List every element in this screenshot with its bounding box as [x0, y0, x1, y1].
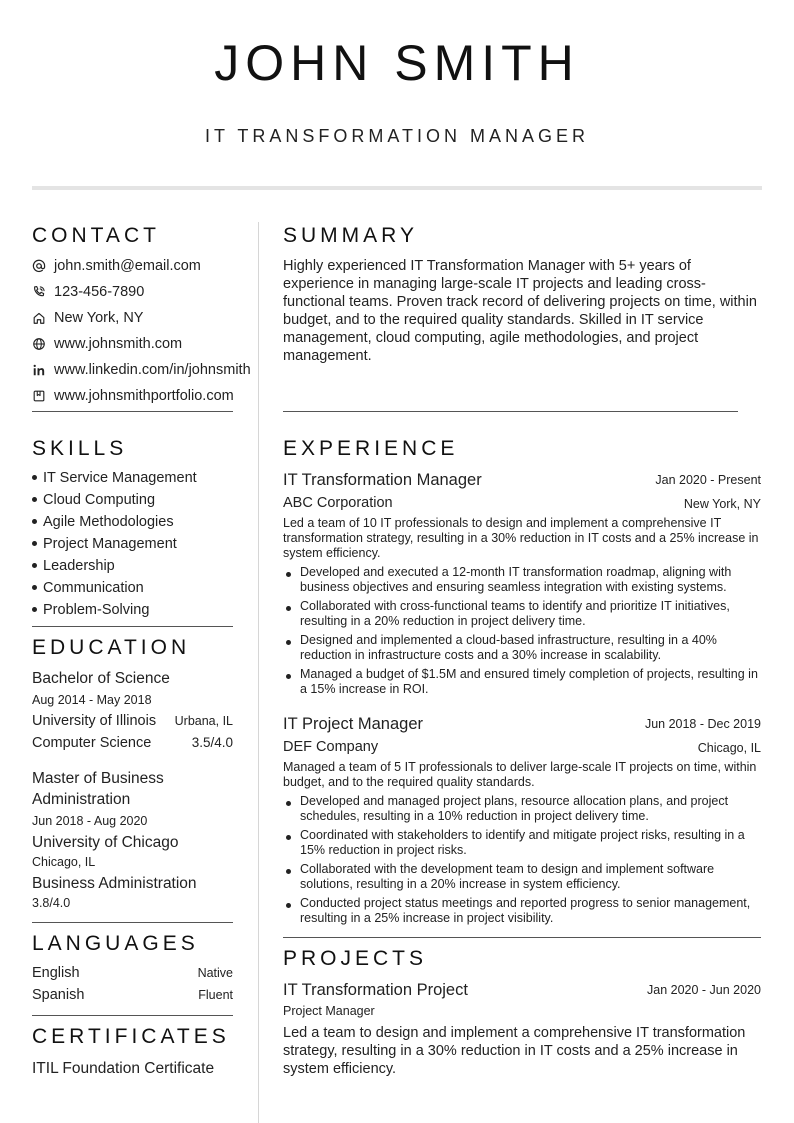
bullet-icon — [32, 475, 37, 480]
languages-divider — [32, 1015, 233, 1016]
phone-icon — [32, 285, 46, 299]
contact-website-text: www.johnsmith.com — [54, 336, 183, 352]
summary-heading: SUMMARY — [283, 224, 418, 247]
skill-text: Communication — [43, 580, 144, 596]
contact-phone[interactable] — [32, 283, 144, 301]
skill-item — [32, 536, 177, 552]
project-role: Project Manager — [283, 1004, 375, 1018]
job-title: IT Transformation Manager — [283, 471, 482, 489]
education-location: Chicago, IL — [32, 855, 96, 869]
job-dates: Jun 2018 - Dec 2019 — [644, 717, 761, 731]
skill-text: IT Service Management — [43, 470, 197, 486]
contact-location-text: New York, NY — [54, 310, 144, 326]
language-row — [32, 965, 233, 981]
job-description: Led a team of 10 IT professionals to design and implement a comprehensive IT transformation strategy, resulting in a 30% reduction in IT costs and a 25% increase in system efficiency. — [283, 516, 759, 560]
bullet-icon — [32, 541, 37, 546]
skill-text: Project Management — [43, 536, 177, 552]
at-icon — [32, 259, 46, 273]
contact-linkedin-text: www.linkedin.com/in/johnsmith — [54, 362, 251, 378]
bullet-icon — [32, 519, 37, 524]
job-bullet: Developed and executed a 12-month IT transformation roadmap, aligning with business objectives and ensuring seamless integration with existing systems. — [283, 565, 761, 595]
skill-item — [32, 470, 197, 486]
project-dates: Jan 2020 - Jun 2020 — [647, 983, 761, 997]
experience-heading: EXPERIENCE — [283, 437, 459, 460]
skills-divider — [32, 626, 233, 627]
contact-website[interactable] — [32, 335, 182, 353]
education-location: Urbana, IL — [174, 714, 233, 728]
project-description: Led a team to design and implement a comprehensive IT transformation strategy, resulting in a 30% reduction in IT costs and a 25% increase in system efficiency. — [283, 1025, 746, 1077]
education-dates: Jun 2018 - Aug 2020 — [32, 814, 148, 828]
summary-divider — [283, 411, 738, 412]
skill-item — [32, 514, 174, 530]
job-company: ABC Corporation — [283, 495, 393, 511]
job-title: IT Project Manager — [283, 715, 424, 733]
education-dates: Aug 2014 - May 2018 — [32, 693, 152, 707]
education-field: Business Administration — [32, 875, 197, 892]
certificates-heading: CERTIFICATES — [32, 1025, 230, 1048]
education-gpa: 3.8/4.0 — [32, 896, 71, 910]
bullet-icon — [32, 497, 37, 502]
job-bullet: Collaborated with cross-functional teams to identify and prioritize IT initiatives, resulting in a 20% reduction in project delivery time. — [283, 599, 761, 629]
education-gpa: 3.5/4.0 — [191, 735, 233, 750]
experience-divider — [283, 937, 761, 938]
contact-email-text: john.smith@email.com — [54, 258, 201, 274]
skill-text: Cloud Computing — [43, 492, 156, 508]
certificate-item: ITIL Foundation Certificate — [32, 1060, 215, 1077]
resume-title: IT TRANSFORMATION MANAGER — [204, 126, 590, 146]
education-field: Computer Science — [32, 735, 152, 751]
job-company: DEF Company — [283, 739, 379, 755]
bullet-icon — [32, 563, 37, 568]
skill-item — [32, 492, 155, 508]
education-degree: Bachelor of Science — [32, 670, 170, 687]
education-field-row — [32, 735, 233, 751]
portfolio-icon — [32, 389, 46, 403]
home-icon — [32, 311, 46, 325]
resume-name: JOHN SMITH — [214, 35, 580, 91]
contact-portfolio[interactable] — [32, 387, 234, 405]
languages-heading: LANGUAGES — [32, 932, 199, 955]
language-level: Fluent — [198, 988, 233, 1002]
header-divider — [32, 186, 762, 190]
contact-phone-text: 123-456-7890 — [54, 284, 145, 300]
language-row — [32, 987, 233, 1003]
contact-location — [32, 309, 143, 327]
skills-heading: SKILLS — [32, 437, 128, 460]
skill-text: Problem-Solving — [43, 602, 150, 618]
contact-email[interactable] — [32, 257, 201, 275]
education-divider — [32, 922, 233, 923]
job-bullet: Developed and managed project plans, resource allocation plans, and project schedules, resulting in a 10% reduction in project delivery time. — [283, 794, 761, 824]
job-bullet: Designed and implemented a cloud-based infrastructure, resulting in a 40% reduction in infrastructure costs and a 30% increase in scalability. — [283, 633, 761, 663]
education-school: University of Illinois — [32, 713, 157, 729]
skill-text: Agile Methodologies — [43, 514, 174, 530]
job-description: Managed a team of 5 IT professionals to deliver large-scale IT projects on time, within budget, and to the required quality standards. — [283, 760, 757, 789]
job-location: Chicago, IL — [697, 741, 761, 755]
linkedin-icon — [32, 363, 46, 377]
job-bullet: Coordinated with stakeholders to identify and mitigate project risks, resulting in a 15% reduction in project risks. — [283, 828, 761, 858]
project-title: IT Transformation Project — [283, 981, 468, 999]
bullet-icon — [32, 585, 37, 590]
contact-heading: CONTACT — [32, 224, 160, 247]
job-bullets — [283, 565, 761, 701]
contact-divider — [32, 411, 233, 412]
language-level: Native — [197, 966, 233, 980]
education-heading: EDUCATION — [32, 636, 191, 659]
skill-item — [32, 580, 144, 596]
language-name: English — [32, 965, 80, 981]
skill-item — [32, 558, 115, 574]
column-divider — [258, 222, 259, 1123]
education-school: University of Chicago — [32, 834, 179, 851]
skill-text: Leadership — [43, 558, 115, 574]
job-bullet: Conducted project status meetings and reported progress to senior management, resulting in a 25% increase in project visibility. — [283, 896, 761, 926]
job-bullet: Collaborated with the development team to design and implement software solutions, resulting in a 20% increase in system efficiency. — [283, 862, 761, 892]
summary-text: Highly experienced IT Transformation Manager with 5+ years of experience in managing large-scale IT projects and leading cross-functional teams. Proven track record of delivering projects on time, within budget, and to the required quality standards. Skilled in IT service management, cloud computing, agile methodologies, and project management. — [283, 258, 757, 364]
job-dates: Jan 2020 - Present — [655, 473, 761, 487]
language-name: Spanish — [32, 987, 85, 1003]
projects-heading: PROJECTS — [283, 947, 428, 970]
job-bullet: Managed a budget of $1.5M and ensured timely completion of projects, resulting in a 15% increase in ROI. — [283, 667, 761, 697]
job-bullets — [283, 794, 761, 930]
education-degree: Master of Business Administration — [32, 770, 164, 808]
job-location: New York, NY — [683, 497, 761, 511]
globe-icon — [32, 337, 46, 351]
bullet-icon — [32, 607, 37, 612]
contact-linkedin[interactable] — [32, 361, 251, 379]
education-school-row — [32, 713, 233, 729]
contact-portfolio-text: www.johnsmithportfolio.com — [54, 388, 234, 404]
skill-item — [32, 602, 149, 618]
